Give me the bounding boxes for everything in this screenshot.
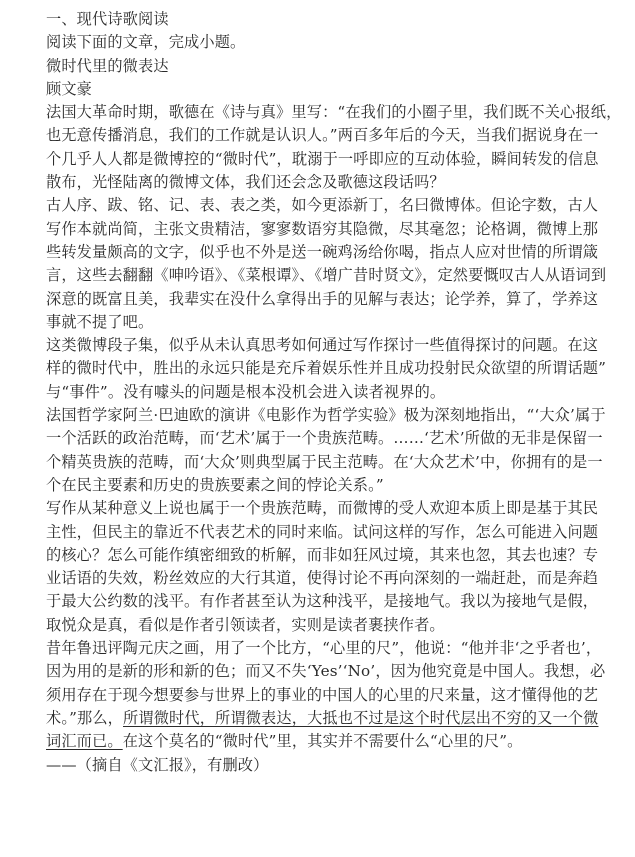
paragraph-line: 与“事件”。没有噱头的问题是根本没机会进入读者视界的。: [46, 382, 446, 401]
paragraph-line: 写作本就尚简，主张文贵精洁，寥寥数语穷其隐微，尽其毫忽；论格调，微博上那: [46, 219, 599, 238]
paragraph-line: [46, 707, 606, 730]
line-prefix: 术。”那么，: [46, 708, 124, 727]
paragraph-line: [46, 730, 606, 753]
paragraph-6: [46, 637, 606, 753]
paragraph-line: 法国哲学家阿兰·巴迪欧的演讲《电影作为哲学实验》极为深刻地指出，“‘大众’属于: [46, 406, 606, 425]
paragraph-line: 些转发量颇高的文字，似乎也不外是送一碗鸡汤给你喝，指点人应对世情的所谓箴: [46, 242, 599, 261]
section-heading: 一、现代诗歌阅读: [46, 10, 169, 28]
paragraph-line: 个几乎人人都是微博控的“微时代”，耽溺于一呼即应的互动体验，瞬间转发的信息: [46, 149, 599, 168]
paragraph-line: 这类微博段子集，似乎从未认真思考如何通过写作探讨一些值得探讨的问题。在这: [46, 336, 599, 355]
paragraph-line: 于最大公约数的浅平。有作者甚至认为这种浅平，是接地气。我以为接地气是假，: [46, 592, 599, 611]
paragraph-5: [46, 497, 606, 637]
paragraph-line: 的核心？怎么可能作缜密细致的析解，而非如狂风过境，其来也忽，其去也速？专: [46, 545, 599, 564]
paragraph-line: 也无意传播消息，我们的工作就是认识人。”两百多年后的今天，当我们据说身在一: [46, 126, 599, 145]
line-suffix: 在这个莫名的“微时代”里，其实并不需要什么“心里的尺”。: [122, 732, 523, 751]
paragraph-4: [46, 404, 606, 497]
paragraph-line: 取悦众是真，看似是作者引领读者，实则是读者裹挟作者。: [46, 615, 445, 634]
paragraph-3: [46, 334, 606, 404]
instruction-text: 阅读下面的文章，完成小题。: [46, 33, 246, 52]
paragraph-2: [46, 194, 606, 334]
paragraph-1: [46, 101, 622, 194]
document-page: [46, 8, 622, 777]
paragraph-line: 个精英贵族的范畴，而‘大众’则典型属于民主范畴。在‘大众艺术’中，你拥有的是一: [46, 452, 603, 471]
paragraph-line: 深意的既富且美，我辈实在没什么拿得出手的见解与表达；论学养，算了，学养这: [46, 289, 599, 308]
paragraph-line: 事就不提了吧。: [46, 312, 154, 331]
paragraph-line: 言，这些去翻翻《呻吟语》、《菜根谭》、《增广昔时贤文》，定然要慨叹古人从语词到: [46, 266, 607, 285]
article-title: 微时代里的微表达: [46, 56, 169, 75]
paragraph-line: 主性，但民主的靠近不代表艺术的同时来临。试问这样的写作，怎么可能进入问题: [46, 522, 599, 541]
paragraph-line: 因为用的是新的形和新的色；而又不失‘Yes’‘No’，因为他究竟是中国人。我想，必: [46, 662, 606, 681]
paragraph-line: 昔年鲁迅评陶元庆之画，用了一个比方，“心里的尺”，他说：“他并非‘之乎者也’，: [46, 639, 602, 658]
paragraph-line: 须用存在于现今想要参与世界上的事业的中国人的心里的尺来量，这才懂得他的艺: [46, 685, 599, 704]
source-citation: ——（摘自《文汇报》，有删改）: [46, 755, 269, 774]
paragraph-line: 样的微时代中，胜出的永远只能是充斥着娱乐性并且成功投射民众欲望的所谓话题”: [46, 359, 607, 378]
paragraph-line: 业话语的失效，粉丝效应的大行其道，使得讨论不再向深刻的一端赶赴，而是奔趋: [46, 569, 599, 588]
article-author: 顾文豪: [46, 79, 93, 98]
underlined-sentence-end: 词汇而已。: [46, 732, 123, 751]
paragraph-line: 个在民主要素和历史的贵族要素之间的悖论关系。”: [46, 475, 384, 494]
paragraph-line: 散布，光怪陆离的微博文体，我们还会念及歌德这段话吗？: [46, 173, 445, 192]
paragraph-line: 写作从某种意义上说也属于一个贵族范畴，而微博的受人欢迎本质上即是基于其民: [46, 499, 599, 518]
underlined-sentence: 所谓微时代，所谓微表达，大抵也不过是这个时代层出不穷的又一个微: [123, 708, 599, 727]
paragraph-line: 古人序、跋、铭、记、表、表之类，如今更添新丁，名曰微博体。但论字数，古人: [46, 196, 599, 215]
paragraph-line: 法国大革命时期，歌德在《诗与真》里写：“在我们的小圈子里，我们既不关心报纸，: [46, 103, 622, 122]
paragraph-line: 一个活跃的政治范畴，而‘艺术’属于一个贵族范畴。……‘艺术’所做的无非是保留一: [46, 429, 603, 448]
